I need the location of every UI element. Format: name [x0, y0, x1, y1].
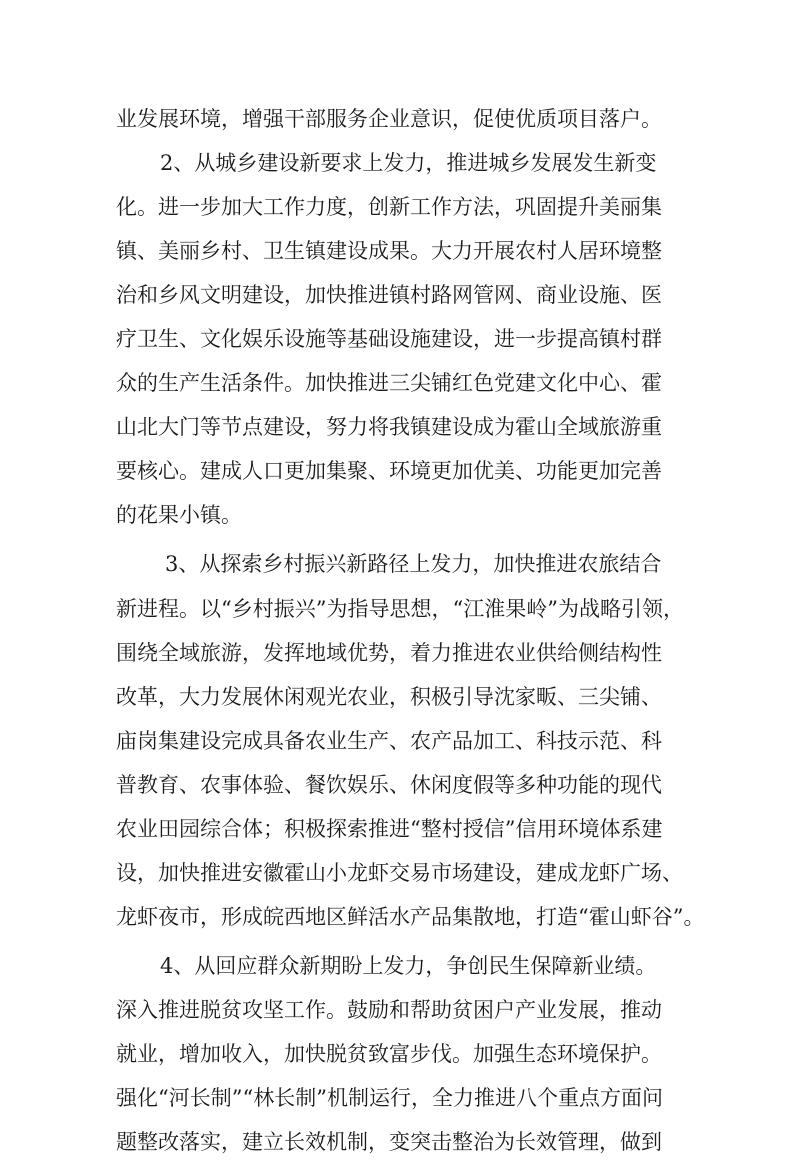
text-line: 众的生产生活条件。加快推进三尖铺红色党建文化中心、霍: [116, 371, 662, 395]
text-line: 题整改落实，建立长效机制，变突击整治为长效管理，做到: [116, 1130, 662, 1154]
text-line: 化。进一步加大工作力度，创新工作方法，巩固提升美丽集: [116, 195, 662, 219]
text-line: 就业，增加收入，加快脱贫致富步伐。加强生态环境保护。: [116, 1042, 662, 1066]
text-line: 新进程。以“乡村振兴”为指导思想，“江淮果岭”为战略引领，: [116, 597, 684, 621]
paragraph-2-start: 2、从城乡建设新要求上发力，推进城乡发展发生新变: [160, 151, 657, 175]
text-line: 普教育、农事体验、餐饮娱乐、休闲度假等多种功能的现代: [116, 773, 662, 797]
text-line: 强化“河长制”“林长制”机制运行，全力推进八个重点方面问: [116, 1086, 663, 1110]
text-line: 设，加快推进安徽霍山小龙虾交易市场建设，建成龙虾广场、: [116, 861, 683, 885]
text-line: 的花果小镇。: [116, 503, 242, 527]
text-line: 要核心。建成人口更加集聚、环境更加优美、功能更加完善: [116, 459, 662, 483]
text-line: 业发展环境，增强干部服务企业意识，促使优质项目落户。: [116, 107, 662, 131]
text-line: 农业田园综合体；积极探索推进“整村授信”信用环境体系建: [116, 817, 663, 841]
text-line: 龙虾夜市，形成皖西地区鲜活水产品集散地，打造“霍山虾谷”。: [116, 905, 705, 929]
text-line: 山北大门等节点建设，努力将我镇建设成为霍山全域旅游重: [116, 415, 662, 439]
paragraph-3-start: 3、从探索乡村振兴新路径上发力，加快推进农旅结合: [165, 552, 662, 576]
text-line: 围绕全域旅游，发挥地域优势，着力推进农业供给侧结构性: [116, 641, 662, 665]
text-line: 庙岗集建设完成具备农业生产、农产品加工、科技示范、科: [116, 729, 662, 753]
text-line: 疗卫生、文化娱乐设施等基础设施建设，进一步提高镇村群: [116, 327, 662, 351]
text-line: 治和乡风文明建设，加快推进镇村路网管网、商业设施、医: [116, 283, 662, 307]
text-line: 深入推进脱贫攻坚工作。鼓励和帮助贫困户产业发展，推动: [116, 998, 662, 1022]
paragraph-4-start: 4、从回应群众新期盼上发力，争创民生保障新业绩。: [160, 954, 657, 978]
text-line: 改革，大力发展休闲观光农业，积极引导沈家畈、三尖铺、: [116, 685, 662, 709]
text-line: 镇、美丽乡村、卫生镇建设成果。大力开展农村人居环境整: [116, 239, 662, 263]
